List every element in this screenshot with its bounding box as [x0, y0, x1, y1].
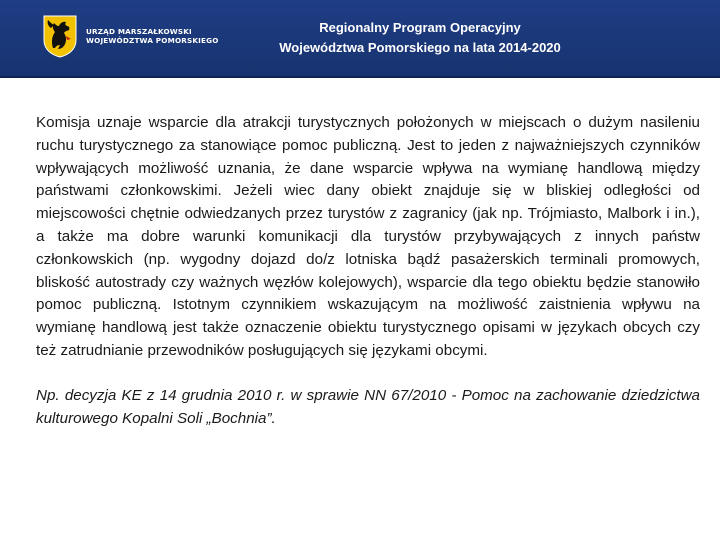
- logo-line-2: WOJEWÓDZTWA POMORSKIEGO: [86, 36, 219, 45]
- page-title: [250, 18, 590, 58]
- body-paragraph: Komisja uznaje wsparcie dla atrakcji turystycznych położonych w miejscach o dużym nasileniu ruchu turystycznego za stanowiące pomoc publiczną. Jest to jeden z najważniejszych czynników wpływających możliwość uznania, że dane wsparcie wpływa na wymianę handlową między państwami członkowskimi. Jeżeli wiec dany obiekt znajduje się w bliskiej odległości od miejscowości chętnie odwiedzanych przez turystów z zagranicy (jak np. Trójmiasto, Malbork i in.), a także ma dobre warunki komunikacji dla turystów przybywających z innych państw członkowskich (np. wygodny dojazd do/z lotniska bądź pasażerskich terminali promowych, bliskość autostrady czy ważnych węzłów kolejowych), wsparcie dla tego obiektu będzie stanowiło pomoc publiczną. Istotnym czynnikiem wskazującym na możliwość zaistnienia wpływu na wymianę handlową jest także oznaczenie obiektu turystycznego opisami w językach obcych czy też zatrudnianie przewodników posługujących się językami obcymi.: [36, 114, 700, 359]
- institution-logo: [42, 12, 219, 60]
- title-line-2: Województwa Pomorskiego na lata 2014-2020: [279, 40, 561, 55]
- logo-text: [86, 27, 219, 45]
- logo-line-1: URZĄD MARSZAŁKOWSKI: [86, 27, 192, 36]
- slide-content: [36, 112, 700, 430]
- slide-header: [0, 0, 720, 78]
- title-line-1: Regionalny Program Operacyjny: [319, 20, 521, 35]
- example-note: Np. decyzja KE z 14 grudnia 2010 r. w sprawie NN 67/2010 - Pomoc na zachowanie dziedzictwa kulturowego Kopalni Soli „Bochnia”.: [36, 386, 700, 427]
- griffin-crest-icon: [42, 14, 78, 58]
